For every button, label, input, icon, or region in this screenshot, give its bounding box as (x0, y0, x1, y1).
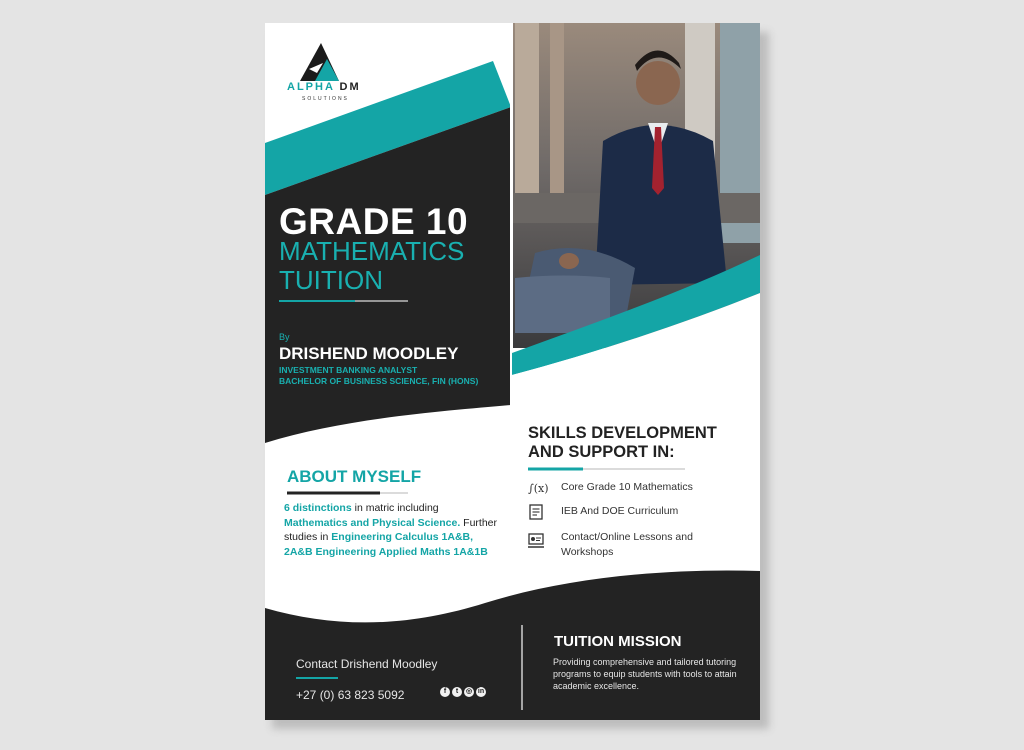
facebook-icon[interactable]: f (440, 687, 450, 697)
brand-tagline: SOLUTIONS (302, 96, 349, 102)
skills-heading-line1: SKILLS DEVELOPMENT (528, 424, 717, 442)
alpha-dm-logo-icon (300, 43, 339, 81)
skill-item-core-maths: Core Grade 10 Mathematics (561, 481, 693, 493)
about-text (284, 501, 499, 559)
by-label: By (279, 332, 290, 342)
flyer (265, 23, 760, 720)
tutor-title-1: INVESTMENT BANKING ANALYST (279, 365, 418, 375)
svg-text:∫(x): ∫(x) (528, 482, 549, 495)
curriculum-document-icon (527, 503, 545, 521)
twitter-icon[interactable]: t (452, 687, 462, 697)
brand-name (287, 81, 361, 93)
skill-item-lessons: Contact/Online Lessons and Workshops (561, 531, 693, 558)
tutor-name: DRISHEND MOODLEY (279, 344, 459, 363)
instagram-icon[interactable]: ◎ (465, 688, 473, 695)
headline-grade: GRADE 10 (279, 201, 469, 242)
skills-heading-line2: AND SUPPORT IN: (528, 443, 675, 461)
linkedin-icon[interactable]: in (477, 688, 485, 695)
about-highlight-studies: Engineering Calculus 1A&B, 2A&B Engineering Applied Maths 1A&1B (284, 531, 488, 558)
online-lesson-icon (527, 532, 545, 550)
mission-heading: TUITION MISSION (554, 633, 682, 650)
tutor-title-2: BACHELOR OF BUSINESS SCIENCE, FIN (HONS) (279, 376, 479, 386)
contact-heading: Contact Drishend Moodley (296, 657, 438, 671)
headline-subject (279, 237, 464, 295)
about-highlight-subjects: Mathematics and Physical Science. (284, 516, 461, 529)
math-formula-icon (527, 479, 549, 497)
brand-name-part1: ALPHA (287, 81, 335, 93)
mission-text: Providing comprehensive and tailored tutoring programs to equip students with tools to attain academic excellence. (553, 657, 737, 691)
about-text-part2: in matric including (351, 502, 439, 514)
about-heading: ABOUT MYSELF (287, 467, 422, 486)
skill-item-curriculum: IEB And DOE Curriculum (561, 505, 679, 517)
about-highlight-distinctions: 6 distinctions (284, 502, 352, 514)
headline-line2: MATHEMATICS (279, 236, 465, 266)
tutor-credentials (279, 365, 478, 387)
about-text-part4: Further studies in (284, 516, 498, 543)
skills-heading (528, 424, 717, 462)
headline-line3: TUITION (279, 265, 383, 295)
brand-name-part2: DM (339, 81, 361, 93)
contact-phone[interactable]: +27 (0) 63 823 5092 (296, 688, 405, 702)
